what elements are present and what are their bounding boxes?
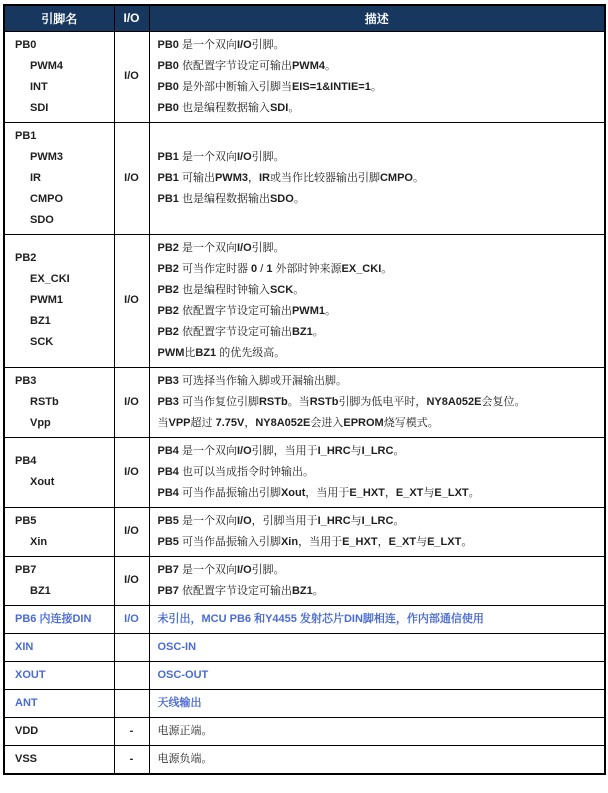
pin-name: PB7 (15, 563, 37, 576)
header-desc: 描述 (149, 5, 605, 31)
table-row (4, 717, 605, 745)
table-row (4, 745, 605, 774)
io-cell (114, 633, 149, 661)
header-io: I/O (114, 5, 149, 31)
desc-line: 天线输出 (157, 696, 202, 709)
header-pin-name: 引脚名 (4, 5, 114, 31)
pin-cell (4, 367, 114, 437)
desc-cell (149, 556, 605, 605)
pin-name: BZ1 (30, 584, 51, 597)
table-header (4, 5, 605, 31)
pin-cell (4, 661, 114, 689)
desc-line: PB0 也是编程数据输入SDI。 (157, 101, 300, 114)
desc-line: PB0 依配置字节设定可输出PWM4。 (157, 59, 336, 72)
desc-line: PB0 是外部中断输入引脚当EIS=1&INTIE=1。 (157, 80, 382, 93)
pin-cell (4, 633, 114, 661)
pin-name: Vpp (30, 416, 51, 429)
pin-cell (4, 234, 114, 367)
pin-name: VSS (15, 752, 38, 765)
desc-line: PB5 是一个双向I/O，引脚当用于I_HRC与I_LRC。 (157, 514, 405, 527)
table-row (4, 437, 605, 507)
desc-line: 电源负端。 (157, 752, 213, 765)
desc-cell (149, 661, 605, 689)
pin-name: PWM3 (30, 150, 63, 163)
pin-name: XIN (15, 640, 34, 653)
table-row (4, 507, 605, 556)
pin-cell (4, 556, 114, 605)
io-cell: I/O (114, 507, 149, 556)
io-cell: I/O (114, 234, 149, 367)
pin-cell (4, 689, 114, 717)
table-row (4, 605, 605, 633)
pin-name: SDO (30, 213, 54, 226)
table-row (4, 661, 605, 689)
pin-name: PB2 (15, 252, 37, 264)
desc-line: 当VPP超过 7.75V，NY8A052E会进入EPROM烧写模式。 (157, 416, 439, 429)
desc-line: PB1 也是编程数据输出SDO。 (157, 192, 305, 205)
desc-line: PB3 可选择当作输入脚或开漏输出脚。 (157, 374, 347, 387)
desc-line: PB2 也是编程时钟输入SCK。 (157, 283, 305, 296)
io-cell: - (114, 717, 149, 745)
desc-line: PB1 可输出PWM3，IR或当作比较器输出引脚CMPO。 (157, 171, 424, 184)
pin-name: IR (30, 171, 41, 184)
pin-name: RSTb (30, 395, 59, 408)
header-row (4, 5, 605, 31)
desc-cell (149, 745, 605, 774)
pin-name: EX_CKI (30, 273, 70, 285)
desc-cell (149, 122, 605, 234)
desc-line: PB4 也可以当成指令时钟输出。 (157, 465, 314, 478)
desc-cell (149, 633, 605, 661)
io-cell (114, 689, 149, 717)
pin-name: PB6 内连接DIN (15, 612, 92, 625)
table-body (4, 31, 605, 774)
desc-cell (149, 367, 605, 437)
desc-line: 电源正端。 (157, 724, 213, 737)
pin-cell (4, 437, 114, 507)
desc-cell (149, 437, 605, 507)
pin-name: PWM4 (30, 59, 63, 72)
io-cell: I/O (114, 605, 149, 633)
desc-line: PB2 依配置字节设定可输出BZ1。 (157, 325, 324, 338)
pin-name: VDD (15, 724, 39, 737)
pin-name: Xin (30, 535, 48, 548)
desc-line: 未引出，MCU PB6 和Y4455 发射芯片DIN脚相连，作内部通信使用 (157, 612, 484, 625)
pin-description-table (3, 4, 606, 775)
pin-name: XOUT (15, 668, 46, 681)
table-row (4, 633, 605, 661)
io-cell: I/O (114, 367, 149, 437)
io-cell (114, 661, 149, 689)
desc-line: PWM比BZ1 的优先级高。 (157, 346, 286, 359)
desc-line: PB2 依配置字节设定可输出PWM1。 (157, 304, 336, 317)
desc-line: PB1 是一个双向I/O引脚。 (157, 150, 285, 163)
pin-name: PB3 (15, 374, 37, 387)
desc-line: PB5 可当作晶振输入引脚Xin，当用于E_HXT，E_XT与E_LXT。 (157, 535, 473, 548)
desc-cell (149, 31, 605, 122)
pin-name: PB0 (15, 38, 37, 51)
desc-line: PB7 是一个双向I/O引脚。 (157, 563, 285, 576)
desc-line: PB2 可当作定时器 0 / 1 外部时钟来源EX_CKI。 (157, 262, 393, 275)
desc-cell (149, 234, 605, 367)
pin-cell (4, 31, 114, 122)
pin-name: CMPO (30, 192, 63, 205)
pin-name: PWM1 (30, 294, 63, 306)
pin-cell (4, 745, 114, 774)
pin-cell (4, 507, 114, 556)
io-cell: I/O (114, 437, 149, 507)
io-cell: - (114, 745, 149, 774)
pin-cell (4, 122, 114, 234)
table-row (4, 122, 605, 234)
desc-cell (149, 717, 605, 745)
pin-name: SDI (30, 101, 49, 114)
table-row (4, 367, 605, 437)
pin-cell (4, 717, 114, 745)
table-row (4, 234, 605, 367)
io-cell: I/O (114, 122, 149, 234)
io-cell: I/O (114, 556, 149, 605)
pin-name: PB5 (15, 514, 37, 527)
pin-name: PB1 (15, 129, 37, 142)
pin-name: INT (30, 80, 48, 93)
desc-line: OSC-OUT (157, 668, 209, 681)
desc-line: PB4 可当作晶振输出引脚Xout，当用于E_HXT，E_XT与E_LXT。 (157, 486, 480, 499)
pin-name: Xout (30, 476, 55, 488)
pin-cell (4, 605, 114, 633)
pin-name: SCK (30, 336, 54, 348)
desc-line: PB2 是一个双向I/O引脚。 (157, 241, 285, 254)
desc-line: PB7 依配置字节设定可输出BZ1。 (157, 584, 324, 597)
pin-name: BZ1 (30, 315, 51, 327)
desc-cell (149, 605, 605, 633)
desc-cell (149, 507, 605, 556)
desc-line: PB0 是一个双向I/O引脚。 (157, 38, 285, 51)
table-row (4, 556, 605, 605)
desc-cell (149, 689, 605, 717)
table-row (4, 689, 605, 717)
io-cell: I/O (114, 31, 149, 122)
desc-line: PB4 是一个双向I/O引脚，当用于I_HRC与I_LRC。 (157, 444, 405, 457)
table-row (4, 31, 605, 122)
desc-line: PB3 可当作复位引脚RSTb。当RSTb引脚为低电平时，NY8A052E会复位。 (157, 395, 526, 408)
pin-name: PB4 (15, 455, 37, 467)
desc-line: OSC-IN (157, 640, 197, 653)
pin-name: ANT (15, 696, 38, 709)
